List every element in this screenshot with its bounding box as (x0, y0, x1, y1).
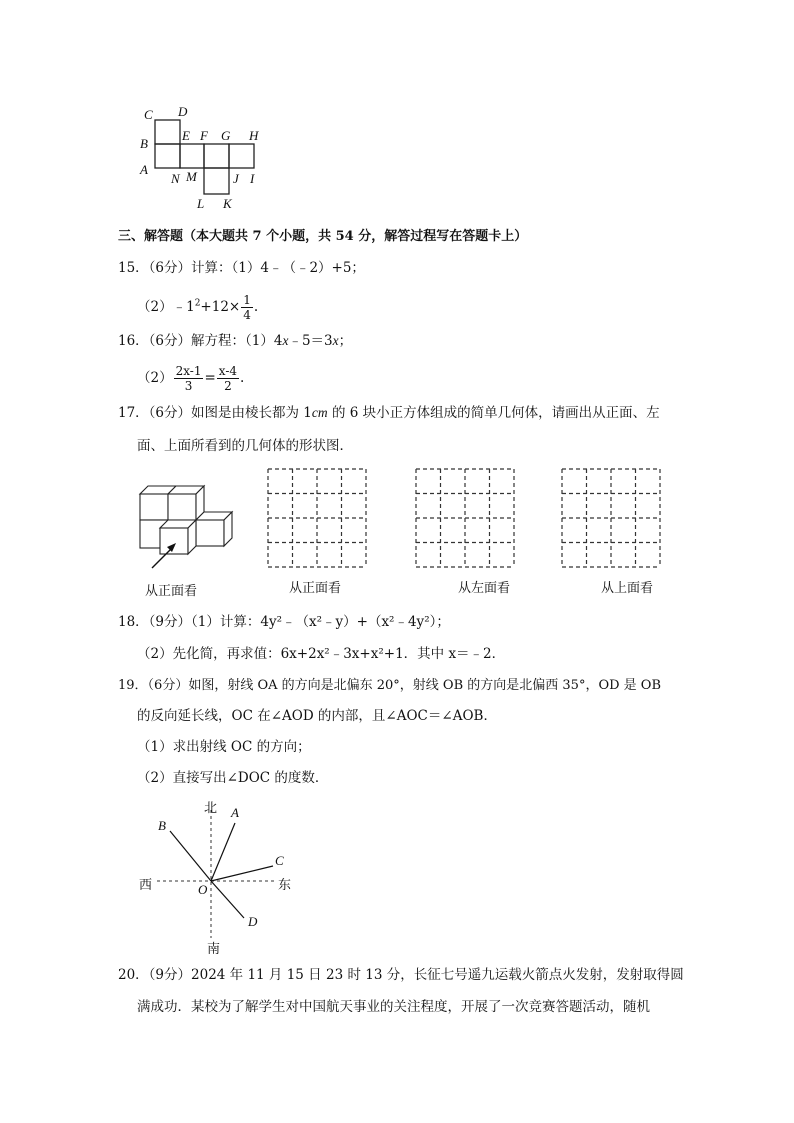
net-label-D: D (178, 104, 188, 119)
q16-var-x2: x (332, 333, 339, 348)
q17-caption-front: 从正面看 (289, 581, 342, 596)
net-label-E: E (182, 128, 190, 143)
q15-frac-den: 4 (243, 308, 251, 322)
net-label-I: I (250, 171, 255, 186)
ray-label-C: C (275, 853, 284, 868)
net-label-H: H (249, 128, 259, 143)
q16-line1-mid: ﹣5＝3 (288, 333, 333, 349)
q19-line3: （1）求出射线 OC 的方向； (137, 739, 311, 755)
net-label-N: N (171, 171, 180, 186)
q17-unit: cm (311, 405, 328, 420)
section-heading: 三、解答题（本大题共 7 个小题，共 54 分，解答过程写在答题卡上） (118, 229, 528, 244)
ray-label-D: D (248, 914, 258, 929)
net-label-C: C (144, 107, 153, 122)
q17-line1-pre: 17．（6分）如图是由棱长都为 1 (118, 405, 312, 421)
q16-f1-den: 3 (184, 379, 193, 393)
net-label-K: K (223, 196, 232, 211)
q16-var-x1: x (282, 333, 289, 348)
net-label-B: B (140, 136, 148, 151)
q16-f2-den: 2 (224, 379, 232, 393)
q18-line2: （2）先化简，再求值：6x+2x²﹣3x+x²+1．其中 x＝﹣2． (137, 646, 506, 662)
net-label-L: L (197, 196, 205, 211)
q17-caption-left: 从左面看 (458, 581, 511, 596)
q15-part2-pre: （2）﹣1 (137, 299, 195, 315)
compass-east: 东 (278, 878, 292, 893)
net-label-J: J (233, 171, 239, 186)
compass-west: 西 (139, 878, 153, 893)
q19-line2: 的反向延长线，OC 在∠AOD 的内部，且∠AOC＝∠AOB． (137, 708, 497, 724)
ray-label-B: B (158, 818, 166, 833)
q15-exponent: 2 (194, 298, 201, 309)
q16-line1-pre: 16．（6分）解方程：（1）4 (118, 333, 283, 349)
q16-f2-num: x-4 (218, 364, 238, 378)
q16-equals: = (204, 370, 216, 386)
q18-line1: 18．（9分）（1）计算：4y²﹣（x²﹣y）+（x²﹣4y²）； (118, 614, 450, 630)
q16-part2-pre: （2） (137, 370, 173, 386)
q17-caption-top: 从上面看 (601, 581, 654, 596)
q15-line1: 15．（6分）计算：（1）4﹣（﹣2）+5； (118, 260, 365, 276)
q20-line2: 满成功．某校为了解学生对中国航天事业的关注程度，开展了一次竞赛答题活动，随机 (137, 999, 650, 1015)
ray-label-A: A (231, 805, 239, 820)
q16-f1-num: 2x-1 (175, 364, 202, 378)
net-label-A: A (140, 162, 148, 177)
q17-line2: 面、上面所看到的几何体的形状图． (137, 438, 353, 454)
compass-north: 北 (204, 801, 218, 816)
q19-line4: （2）直接写出∠DOC 的度数． (137, 770, 329, 786)
q19-line1: 19．（6分）如图，射线 OA 的方向是北偏东 20°，射线 OB 的方向是北偏西 35°，OD 是 OB (118, 678, 662, 693)
q15-part2-mid: +12× (200, 299, 241, 315)
ray-label-O: O (198, 882, 208, 897)
net-label-F: F (200, 128, 208, 143)
q15-frac-num: 1 (243, 293, 251, 307)
q16-line1-end: ； (338, 333, 353, 349)
q17-line1-post: 的 6 块小正方体组成的简单几何体，请画出从正面、左 (327, 405, 660, 421)
q20-line1: 20．（9分）2024 年 11 月 15 日 23 时 13 分，长征七号遥九运载火箭点火发射，发射取得圆 (118, 967, 684, 983)
net-label-M: M (186, 169, 197, 184)
q16-end: . (240, 370, 245, 386)
compass-south: 南 (207, 942, 221, 957)
net-label-G: G (221, 128, 231, 143)
q15-end: . (253, 299, 259, 315)
q17-caption-figure: 从正面看 (145, 584, 198, 599)
